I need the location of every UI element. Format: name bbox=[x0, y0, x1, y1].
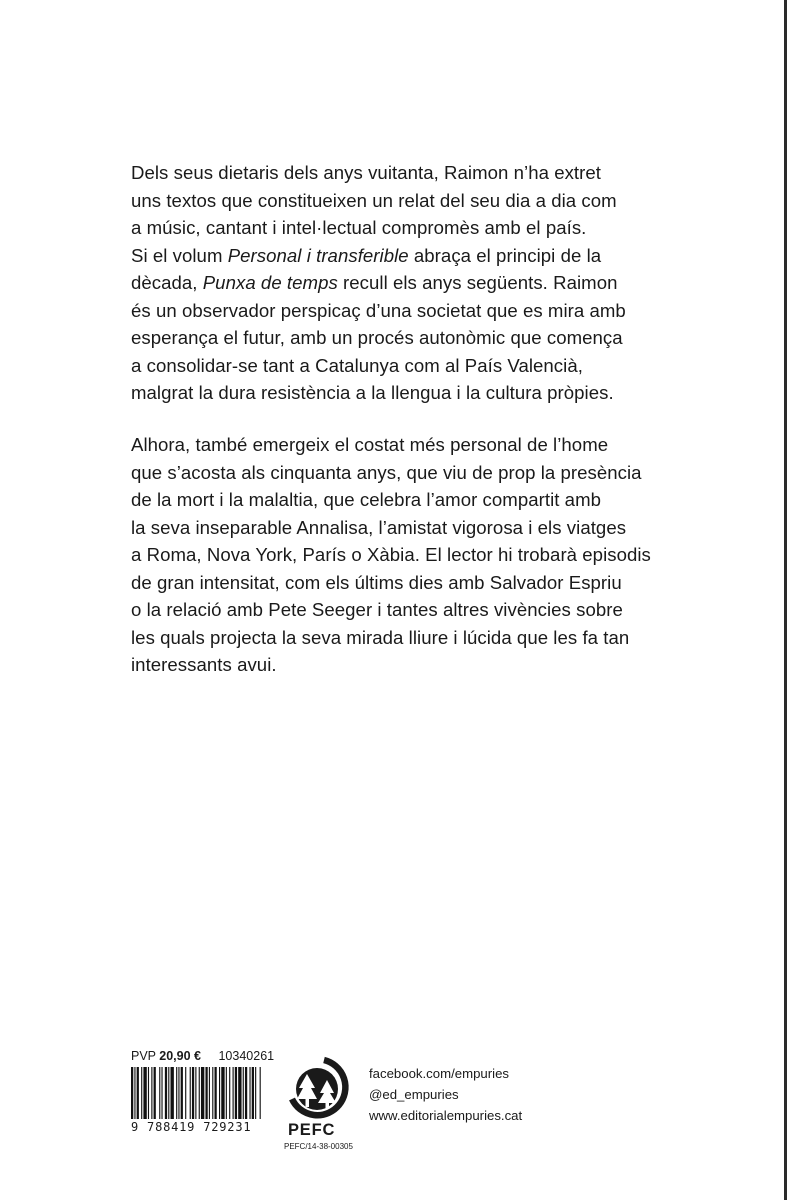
barcode-bar bbox=[209, 1067, 210, 1119]
barcode-bar bbox=[252, 1067, 254, 1119]
barcode-bar bbox=[201, 1067, 204, 1119]
website-link: www.editorialempuries.cat bbox=[369, 1108, 523, 1123]
barcode-bar bbox=[255, 1067, 256, 1119]
barcode-bar bbox=[181, 1067, 183, 1119]
blurb-line: les quals projecta la seva mirada lliure i lúcida que les fa tan bbox=[131, 626, 630, 648]
barcode-bar bbox=[195, 1067, 196, 1119]
barcode-bar bbox=[131, 1067, 133, 1119]
blurb-line: a músic, cantant i intel·lectual compromès amb el país. bbox=[131, 217, 587, 238]
barcode-bar bbox=[159, 1067, 160, 1119]
blurb-line: Dels seus dietaris dels anys vuitanta, Raimon n’ha extret bbox=[131, 162, 601, 183]
barcode-bar bbox=[154, 1067, 156, 1119]
blurb-line: malgrat la dura resistència a la llengua i la cultura pròpies. bbox=[131, 382, 614, 403]
barcode-bar bbox=[233, 1067, 234, 1119]
pefc-code: PEFC/14-38-00305 bbox=[284, 1142, 353, 1151]
barcode-bar bbox=[137, 1067, 139, 1119]
blurb-line: a consolidar-se tant a Catalunya com al País Valencià, bbox=[131, 354, 583, 376]
blurb-line: la seva inseparable Annalisa, l’amistat vigorosa i els viatges bbox=[131, 516, 627, 538]
isbn-barcode bbox=[131, 1067, 263, 1119]
blurb-paragraph-1 bbox=[131, 159, 731, 407]
pefc-tree-icon bbox=[284, 1053, 352, 1121]
blurb-line: uns textos que constitueixen un relat del seu dia a dia com bbox=[131, 189, 617, 211]
barcode-bar bbox=[245, 1067, 247, 1119]
barcode-bar bbox=[205, 1067, 207, 1119]
barcode-bar bbox=[143, 1067, 146, 1119]
price-label: PVP bbox=[131, 1049, 156, 1063]
barcode-bar bbox=[178, 1067, 179, 1119]
blurb-line: de gran intensitat, com els últims dies amb Salvador Espriu bbox=[131, 571, 622, 593]
barcode-bar bbox=[148, 1067, 149, 1119]
barcode-bar bbox=[141, 1067, 142, 1119]
barcode-bar bbox=[190, 1067, 191, 1119]
barcode-bar bbox=[260, 1067, 261, 1119]
barcode-bar bbox=[238, 1067, 241, 1119]
blurb-line bbox=[131, 269, 731, 297]
barcode-bar bbox=[243, 1067, 244, 1119]
blurb-paragraph-2 bbox=[131, 431, 731, 679]
barcode-bar bbox=[168, 1067, 169, 1119]
blurb-line: esperança el futur, amb un procés autonòmic que comença bbox=[131, 327, 623, 348]
blurb-line: o la relació amb Pete Seeger i tantes altres vivències sobre bbox=[131, 599, 623, 620]
barcode-bar bbox=[176, 1067, 177, 1119]
barcode-bar bbox=[221, 1067, 224, 1119]
barcode-bar bbox=[165, 1067, 167, 1119]
pefc-wordmark: PEFC bbox=[288, 1121, 336, 1139]
blurb-line-segment: Si el volum bbox=[131, 244, 228, 266]
barcode-bar bbox=[249, 1067, 250, 1119]
book-title-emphasis: Personal i transferible bbox=[227, 244, 409, 266]
blurb-line-segment: dècada, bbox=[131, 272, 203, 293]
blurb-line: Alhora, també emergeix el costat més personal de l’home bbox=[131, 434, 609, 455]
barcode-bar bbox=[235, 1067, 237, 1119]
barcode-bar bbox=[185, 1067, 186, 1119]
pefc-logo bbox=[284, 1053, 352, 1157]
barcode-bar bbox=[161, 1067, 162, 1119]
blurb-line-segment: recull els anys següents. Raimon bbox=[337, 272, 618, 293]
barcode-bar bbox=[199, 1067, 200, 1119]
barcode-bar bbox=[214, 1067, 216, 1119]
blurb-line-segment: abraça el principi de la bbox=[408, 244, 602, 266]
barcode-bar bbox=[151, 1067, 152, 1119]
publisher-contacts bbox=[369, 1063, 522, 1126]
barcode-bar bbox=[192, 1067, 194, 1119]
barcode-bar bbox=[229, 1067, 230, 1119]
barcode-bar bbox=[134, 1067, 135, 1119]
barcode-bar bbox=[170, 1067, 173, 1119]
isbn-digits: 9 788419 729231 bbox=[131, 1120, 252, 1134]
barcode-bar bbox=[212, 1067, 213, 1119]
reference-number: 10340261 bbox=[218, 1049, 275, 1063]
barcode-bar bbox=[226, 1067, 227, 1119]
facebook-link: facebook.com/empuries bbox=[369, 1066, 510, 1081]
book-title-emphasis: Punxa de temps bbox=[202, 272, 338, 293]
blurb-line: que s’acosta als cinquanta anys, que viu de prop la presència bbox=[131, 461, 642, 483]
blurb-line: de la mort i la malaltia, que celebra l’amor compartit amb bbox=[131, 489, 602, 510]
blurb-line bbox=[131, 242, 731, 270]
blurb-line: a Roma, Nova York, París o Xàbia. El lector hi trobarà episodis bbox=[131, 544, 651, 565]
blurb-line: és un observador perspicaç d’una societat que es mira amb bbox=[131, 299, 626, 321]
price-value: 20,90 € bbox=[159, 1049, 201, 1063]
blurb-line: interessants avui. bbox=[131, 654, 277, 675]
social-handle: @ed_empuries bbox=[369, 1087, 459, 1102]
barcode-bar bbox=[219, 1067, 220, 1119]
price-row bbox=[131, 1049, 274, 1063]
